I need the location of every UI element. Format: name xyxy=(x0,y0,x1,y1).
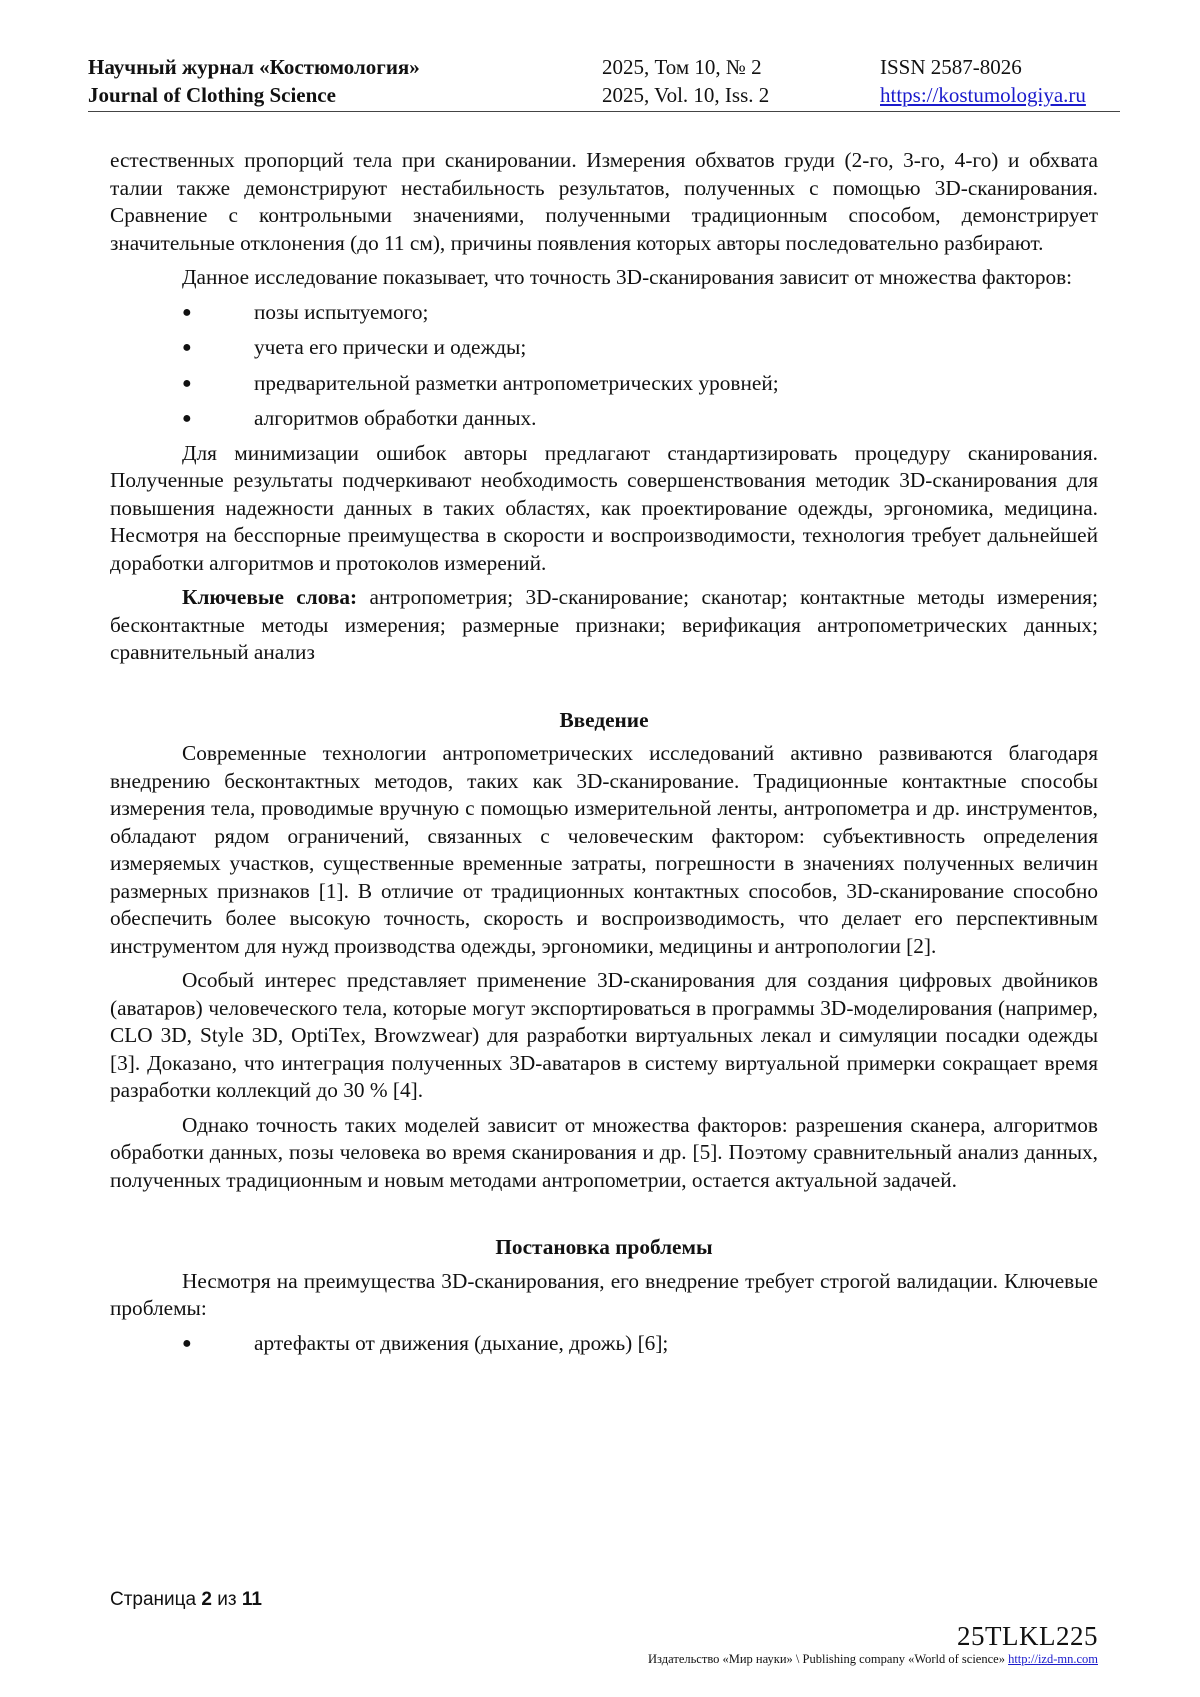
header-journal-names xyxy=(88,53,420,109)
problem-paragraph: Несмотря на преимущества 3D-сканирования, его внедрение требует строгой валидации. Ключевые проблемы: xyxy=(110,1268,1098,1320)
journal-title-en: Journal of Clothing Science xyxy=(88,83,336,107)
bullet-icon: ● xyxy=(182,1334,192,1352)
publisher-text: Издательство «Мир науки» \ Publishing company «World of science» xyxy=(648,1652,1005,1666)
issue-ru: 2025, Том 10, № 2 xyxy=(602,55,762,79)
journal-url-link[interactable]: https://kostumologiya.ru xyxy=(880,83,1086,107)
bullet-icon: ● xyxy=(182,303,192,321)
list-item-text: учета его прически и одежды; xyxy=(254,335,527,359)
list-item-text: предварительной разметки антропометрических уровней; xyxy=(254,370,779,395)
keywords-text: антропометрия; 3D-сканирование; сканотар; контактные методы измерения; бесконтактные методы измерения; размерные признаки; верификация антропометрических данных; сравнительный анализ xyxy=(110,585,1099,664)
list-item-text: артефакты от движения (дыхание, дрожь) [6]; xyxy=(254,1330,669,1355)
list-item xyxy=(110,299,1098,327)
bullet-icon: ● xyxy=(182,339,192,356)
bullet-icon: ● xyxy=(182,410,192,427)
list-item xyxy=(110,405,1098,433)
page-number: Страница 2 из 11 xyxy=(110,1589,262,1610)
keywords xyxy=(110,584,1098,667)
issue-en: 2025, Vol. 10, Iss. 2 xyxy=(602,83,770,107)
intro-paragraph-1: Современные технологии антропометрических исследований активно развиваются благодаря внедрению бесконтактных методов, таких как 3D-сканирование. Традиционные контактные способы измерения тела, проводимые вручную с помощью измерительной ленты, антропометра и др. инструментов, обладают рядом ограничений, связанных с человеческим фактором: субъективность определения измеряемых участков, существенные временные затраты, погрешности в значениях полученных величин размерных признаков [1]. В отличие от традиционных контактных способов, 3D-сканирование способно обеспечить более высокую точность, скорость и воспроизводимость, что делает его перспективным инструментом для нужд производства одежды, эргономики, медицины и антропологии [2]. xyxy=(110,741,1098,958)
header-issue xyxy=(602,53,769,109)
paragraph-continuation: естественных пропорций тела при сканировании. Измерения обхватов груди (2-го, 3-го, 4-го) и обхвата талии также демонстрируют нестабильность результатов, полученных с помощью 3D-сканирования. Сравнение с контрольными значениями, полученными традиционным способом, демонстрирует значительные отклонения (до 11 см), причины появления которых авторы последовательно разбирают. xyxy=(110,148,1098,255)
keywords-label: Ключевые слова: xyxy=(182,585,358,609)
article-body xyxy=(110,147,1098,1365)
intro-paragraph-3: Однако точность таких моделей зависит от множества факторов: разрешения сканера, алгоритмов обработки данных, позы человека во время сканирования и др. [5]. Поэтому сравнительный анализ данных, полученных традиционным и новым методами антропометрии, остается актуальной задачей. xyxy=(110,1112,1098,1192)
problems-list xyxy=(110,1330,1098,1358)
publisher-line xyxy=(648,1652,1098,1667)
factors-list xyxy=(110,299,1098,433)
publisher-url-link[interactable]: http://izd-mn.com xyxy=(1008,1652,1098,1666)
article-code: 25TLKL225 xyxy=(957,1621,1098,1651)
intro-paragraph-2: Особый интерес представляет применение 3D-сканирования для создания цифровых двойников (аватаров) человеческого тела, которые могут экспортироваться в программы 3D-моделирования (например, CLO 3D, Style 3D, OptiTex, Browzwear) для разработки виртуальных лекал и симуляции посадки одежды [3]. Доказано, что интеграция полученных 3D-аватаров в систему виртуальной примерки сокращает время разработки коллекций до 30 % [4]. xyxy=(110,968,1098,1102)
section-title-problem: Постановка проблемы xyxy=(495,1235,713,1259)
list-item-text: позы испытуемого; xyxy=(254,299,429,324)
list-item xyxy=(110,370,1098,398)
list-item xyxy=(110,334,1098,362)
section-title-introduction: Введение xyxy=(559,707,649,732)
journal-title-ru: Научный журнал «Костюмология» xyxy=(88,55,420,79)
header-issn-block xyxy=(880,53,1086,109)
list-item xyxy=(110,1330,1098,1358)
bullet-icon: ● xyxy=(182,374,192,392)
paragraph-conclusion: Для минимизации ошибок авторы предлагают стандартизировать процедуру сканирования. Полученные результаты подчеркивают необходимость совершенствования методик 3D-сканирования для повышения надежности данных в таких областях, как проектирование одежды, эргономика, медицина. Несмотря на бесспорные преимущества в скорости и воспроизводимости, технология требует дальнейшей доработки алгоритмов и протоколов измерений. xyxy=(110,440,1098,575)
issn: ISSN 2587-8026 xyxy=(880,55,1022,79)
list-item-text: алгоритмов обработки данных. xyxy=(254,406,537,430)
paragraph-factors-intro: Данное исследование показывает, что точность 3D-сканирования зависит от множества факторов: xyxy=(182,265,1073,289)
journal-header xyxy=(88,53,1120,112)
